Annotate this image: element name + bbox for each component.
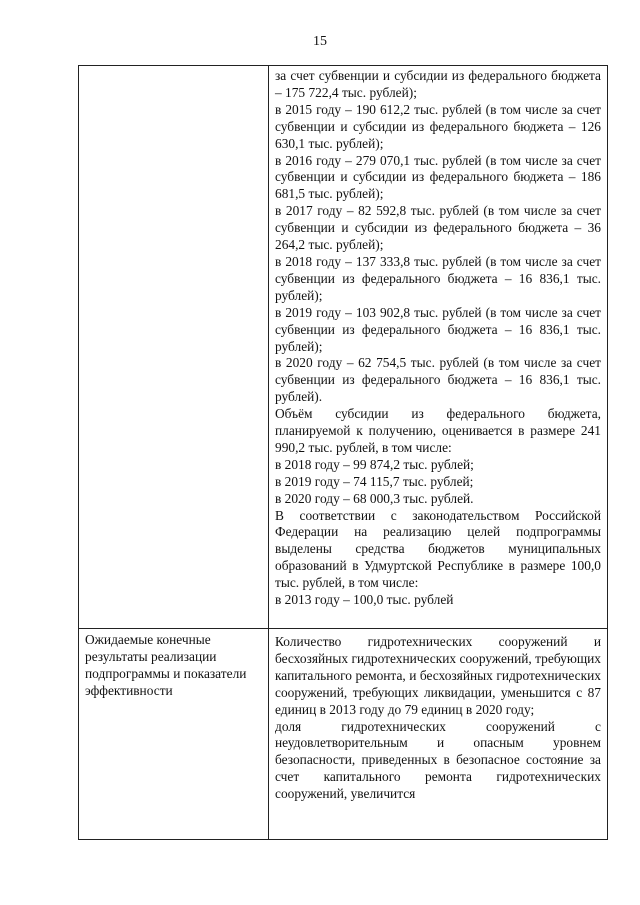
paragraph: Объём субсидии из федерального бюджета, планируемой к получению, оценивается в размере 241 990,2 тыс. рублей, в том числе: — [275, 406, 601, 455]
page-number: 15 — [313, 34, 327, 49]
paragraph: доля гидротехнических сооружений с неудовлетворительным и опасным уровнем безопасности, приведенных в безопасное состояние за счет капитального ремонта гидротехнических сооружений, увеличится — [275, 718, 601, 802]
paragraph: в 2019 году – 74 115,7 тыс. рублей; — [275, 473, 474, 489]
subprogram-passport-table — [78, 65, 608, 840]
paragraph: в 2017 году – 82 592,8 тыс. рублей (в том числе за счет субвенции и субсидии из федерального бюджета – 36 264,2 тыс. рублей); — [275, 203, 601, 253]
results-label-text: Ожидаемые конечные результаты реализации подпрограммы и показатели эффективности — [85, 632, 247, 698]
paragraph: в 2018 году – 99 874,2 тыс. рублей; — [275, 456, 474, 472]
paragraph: в 2020 году – 62 754,5 тыс. рублей (в том числе за счет субвенции из федерального бюджета – 16 836,1 тыс. рублей). — [275, 355, 601, 405]
funding-row — [79, 66, 608, 629]
paragraph: в 2016 году – 279 070,1 тыс. рублей (в том числе за счет субвенции и субсидии из федерального бюджета – 186 681,5 тыс. рублей); — [275, 152, 601, 202]
funding-row-content — [269, 66, 608, 629]
results-row-content — [269, 629, 608, 840]
funding-row-label — [79, 66, 269, 629]
paragraph: в 2019 году – 103 902,8 тыс. рублей (в том числе за счет субвенции из федерального бюджета – 16 836,1 тыс. рублей); — [275, 304, 601, 354]
paragraph: в 2018 году – 137 333,8 тыс. рублей (в том числе за счет субвенции из федерального бюджета – 16 836,1 тыс. рублей); — [275, 253, 601, 303]
results-row — [79, 629, 608, 840]
paragraph: за счет субвенции и субсидии из федерального бюджета – 175 722,4 тыс. рублей); — [275, 68, 601, 100]
results-row-label — [79, 629, 269, 840]
paragraph: в 2013 году – 100,0 тыс. рублей — [275, 592, 454, 608]
paragraph: Количество гидротехнических сооружений и бесхозяйных гидротехнических сооружений, требующих капитального ремонта, и бесхозяйных гидротехнических сооружений, требующих ликвидации, уменьшится с 87 единиц в 2013 году до 79 единиц в 2020 году; — [275, 634, 601, 717]
paragraph: в 2015 году – 190 612,2 тыс. рублей (в том числе за счет субвенции и субсидии из федерального бюджета – 126 630,1 тыс. рублей); — [275, 101, 601, 151]
paragraph: В соответствии с законодательством Российской Федерации на реализацию целей подпрограммы выделены средства бюджетов муниципальных образований в Удмуртской Республике в размере 100,0 тыс. рублей, в том числе: — [275, 507, 601, 591]
paragraph: в 2020 году – 68 000,3 тыс. рублей. — [275, 490, 474, 506]
